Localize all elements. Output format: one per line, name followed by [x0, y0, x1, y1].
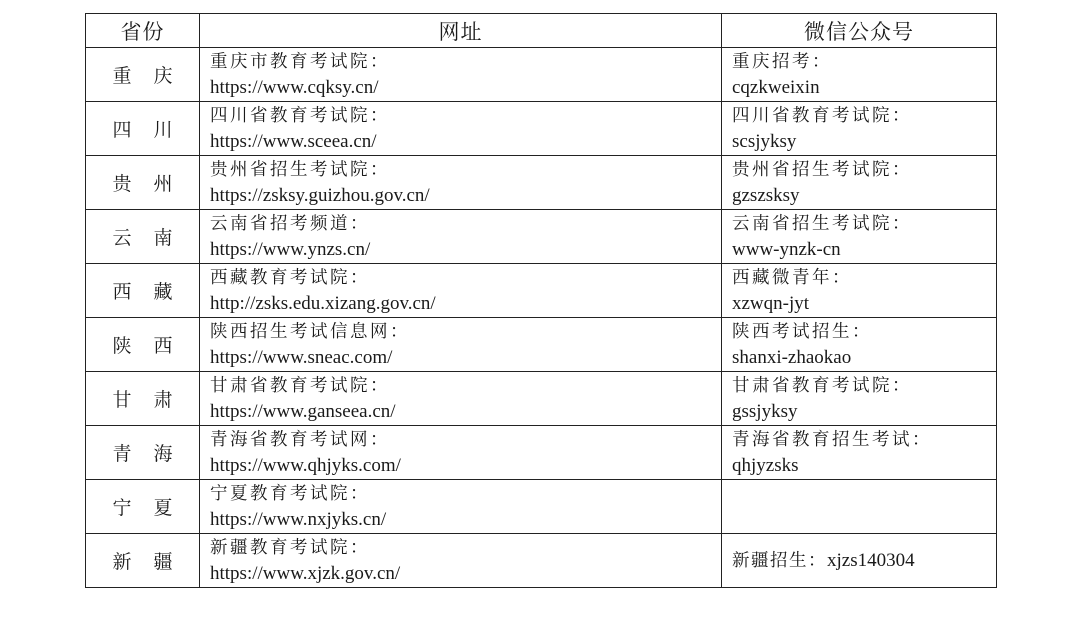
site-url[interactable]: http://zsks.edu.xizang.gov.cn/: [210, 292, 436, 314]
table-row: [86, 426, 997, 480]
wechat-cell-empty: [722, 480, 997, 534]
site-url[interactable]: https://www.ganseea.cn/: [210, 400, 396, 422]
wechat-name: 甘肃省教育考试院：: [732, 375, 912, 396]
site-url[interactable]: https://www.sceea.cn/: [210, 130, 377, 152]
site-name: 甘肃省教育考试院：: [210, 375, 390, 396]
province-cell: 青海: [86, 426, 200, 480]
site-name: 青海省教育考试网：: [210, 429, 390, 450]
table-row: [86, 48, 997, 102]
wechat-id: cqzkweixin: [732, 76, 820, 98]
wechat-id: qhjyzsks: [732, 454, 799, 476]
province-cell: 西藏: [86, 264, 200, 318]
site-name: 西藏教育考试院：: [210, 267, 370, 288]
table-row: [86, 102, 997, 156]
wechat-cell: [722, 426, 997, 480]
site-url[interactable]: https://www.qhjyks.com/: [210, 454, 401, 476]
wechat-id: scsjyksy: [732, 130, 797, 152]
province-cell: 宁夏: [86, 480, 200, 534]
wechat-id: gzszsksy: [732, 184, 800, 206]
website-cell: [200, 264, 722, 318]
wechat-name: 贵州省招生考试院：: [732, 159, 912, 180]
site-name: 宁夏教育考试院：: [210, 483, 370, 504]
wechat-cell: [722, 102, 997, 156]
province-cell: 贵州: [86, 156, 200, 210]
header-province: 省份: [86, 14, 200, 48]
wechat-cell: [722, 156, 997, 210]
province-cell: 重庆: [86, 48, 200, 102]
website-cell: [200, 372, 722, 426]
table-row: [86, 210, 997, 264]
site-url[interactable]: https://zsksy.guizhou.gov.cn/: [210, 184, 430, 206]
province-cell: 云南: [86, 210, 200, 264]
wechat-id: www-ynzk-cn: [732, 238, 841, 260]
wechat-name: 陕西考试招生：: [732, 321, 872, 342]
wechat-name: 青海省教育招生考试：: [732, 429, 932, 450]
header-wechat: 微信公众号: [722, 14, 997, 48]
site-name: 新疆教育考试院：: [210, 537, 370, 558]
exam-info-table: [85, 13, 997, 588]
site-name: 云南省招考频道：: [210, 213, 370, 234]
website-cell: [200, 210, 722, 264]
website-cell: [200, 480, 722, 534]
province-cell: 甘肃: [86, 372, 200, 426]
table-row: [86, 372, 997, 426]
province-cell: 四川: [86, 102, 200, 156]
table-row: [86, 534, 997, 588]
wechat-id: shanxi-zhaokao: [732, 346, 852, 368]
wechat-name: 云南省招生考试院：: [732, 213, 912, 234]
table-row: [86, 480, 997, 534]
wechat-id: gssjyksy: [732, 400, 798, 422]
header-row: [86, 14, 997, 48]
website-cell: [200, 318, 722, 372]
wechat-name: 重庆招考：: [732, 51, 832, 72]
website-cell: [200, 102, 722, 156]
table-row: [86, 318, 997, 372]
province-cell: 新疆: [86, 534, 200, 588]
wechat-name: 四川省教育考试院：: [732, 105, 912, 126]
wechat-id: xzwqn-jyt: [732, 292, 810, 314]
site-url[interactable]: https://www.xjzk.gov.cn/: [210, 562, 401, 584]
site-name: 贵州省招生考试院：: [210, 159, 390, 180]
wechat-cell: [722, 264, 997, 318]
table-row: [86, 264, 997, 318]
header-website: 网址: [200, 14, 722, 48]
wechat-cell: [722, 210, 997, 264]
wechat-cell: [722, 318, 997, 372]
website-cell: [200, 534, 722, 588]
site-name: 四川省教育考试院：: [210, 105, 390, 126]
wechat-cell: [722, 534, 997, 588]
wechat-cell: [722, 48, 997, 102]
wechat-name: 新疆招生：: [732, 550, 827, 571]
site-name: 陕西招生考试信息网：: [210, 321, 410, 342]
website-cell: [200, 426, 722, 480]
site-url[interactable]: https://www.ynzs.cn/: [210, 238, 371, 260]
wechat-cell: [722, 372, 997, 426]
site-url[interactable]: https://www.nxjyks.cn/: [210, 508, 387, 530]
site-url[interactable]: https://www.cqksy.cn/: [210, 76, 379, 98]
province-cell: 陕西: [86, 318, 200, 372]
website-cell: [200, 156, 722, 210]
website-cell: [200, 48, 722, 102]
wechat-name: 西藏微青年：: [732, 267, 852, 288]
table-row: [86, 156, 997, 210]
wechat-id: xjzs140304: [827, 549, 915, 571]
site-url[interactable]: https://www.sneac.com/: [210, 346, 393, 368]
site-name: 重庆市教育考试院：: [210, 51, 390, 72]
